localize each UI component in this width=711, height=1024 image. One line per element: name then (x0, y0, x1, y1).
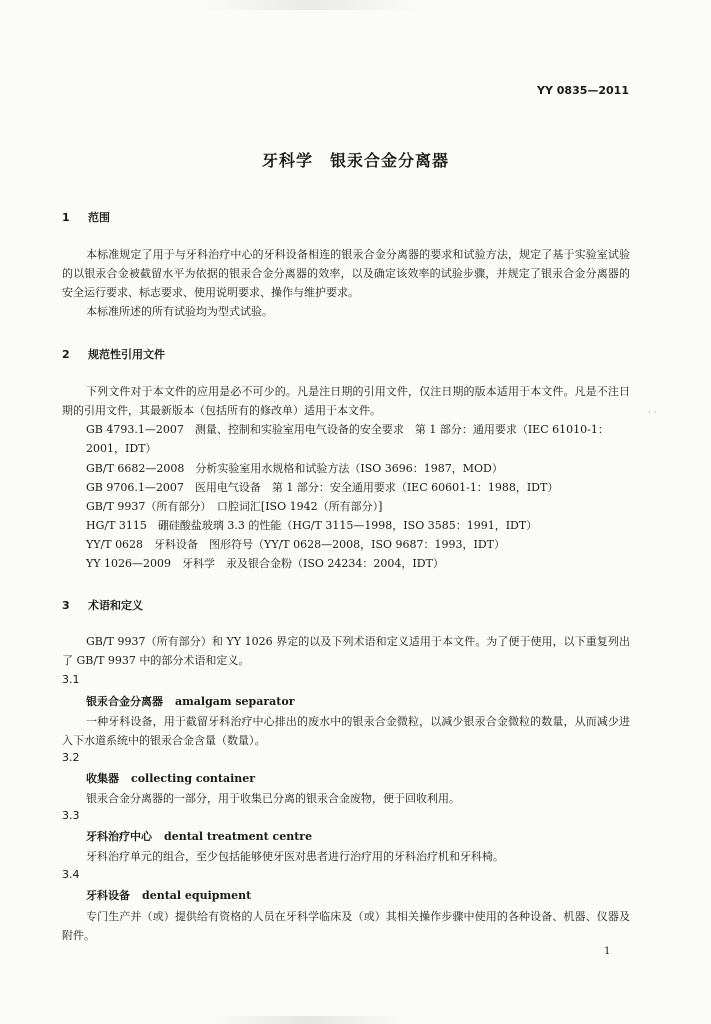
term-number: 3.3 (62, 809, 80, 822)
scope-paragraph: 本标准规定了用于与牙科治疗中心的牙科设备相连的银汞合金分离器的要求和试验方法，规定了基于实验室试验的以银汞合金被截留水平为依据的银汞合金分离器的效率，以及确定该效率的试验步骤，并规定了银汞合金分离器的安全运行要求、标志要求、使用说明要求、操作与维护要求。 (62, 248, 630, 299)
standard-code: YY 0835—2011 (537, 84, 629, 97)
term-zh: 收集器 (86, 772, 119, 785)
term-definition: 专门生产并（或）提供给有资格的人员在牙科学临床及（或）其相关操作步骤中使用的各种设备、机器、仪器及附件。 (62, 910, 630, 942)
page-number: 1 (604, 946, 611, 957)
term-heading (86, 887, 251, 903)
term-zh: 牙科治疗中心 (86, 830, 152, 843)
norm-refs-intro: 下列文件对于本文件的应用是必不可少的。凡是注日期的引用文件，仅注日期的版本适用于本文件。凡是不注日期的引用文件，其最新版本（包括所有的修改单）适用于本文件。 (62, 385, 630, 417)
term-zh: 银汞合金分离器 (86, 695, 163, 708)
section-heading-scope (62, 209, 110, 225)
term-number: 3.1 (62, 673, 80, 686)
term-en: dental treatment centre (164, 830, 313, 843)
section-number: 2 (62, 348, 70, 361)
section-heading-normative-references (62, 346, 165, 362)
section-title: 术语和定义 (88, 599, 143, 612)
reference-item: GB/T 9937（所有部分） 口腔词汇[ISO 1942（所有部分）] (86, 500, 383, 513)
reference-item: GB/T 6682—2008 分析实验室用水规格和试验方法（ISO 3696：1987，MOD） (86, 462, 503, 475)
section-heading-terms (62, 597, 143, 613)
term-zh: 牙科设备 (86, 889, 130, 902)
reference-item: GB 9706.1—2007 医用电气设备 第 1 部分：安全通用要求（IEC 60601-1：1988，IDT） (86, 481, 559, 494)
scan-artifact-bottom (210, 1016, 410, 1024)
section-number: 1 (62, 211, 70, 224)
reference-item: YY 1026—2009 牙科学 汞及银合金粉（ISO 24234：2004，IDT） (86, 557, 444, 570)
scan-artifact-top (200, 0, 420, 10)
term-heading (86, 770, 255, 786)
term-definition: 一种牙科设备，用于截留牙科治疗中心排出的废水中的银汞合金微粒，以减少银汞合金微粒的数量，从而减少进入下水道系统中的银汞合金含量（数量）。 (62, 715, 630, 747)
reference-item: GB 4793.1—2007 测量、控制和实验室用电气设备的安全要求 第 1 部分：通用要求（IEC 61010-1：2001，IDT） (86, 423, 609, 455)
term-en: collecting container (131, 772, 256, 785)
term-number: 3.2 (62, 751, 80, 764)
terms-intro: GB/T 9937（所有部分）和 YY 1026 界定的以及下列术语和定义适用于本文件。为了便于使用，以下重复列出了 GB/T 9937 中的部分术语和定义。 (62, 635, 630, 667)
term-en: amalgam separator (175, 695, 295, 708)
section-title: 规范性引用文件 (88, 348, 165, 361)
term-definition: 银汞合金分离器的一部分，用于收集已分离的银汞合金废物，便于回收利用。 (86, 792, 460, 805)
term-heading (86, 693, 295, 709)
reference-item: HG/T 3115 硼硅酸盐玻璃 3.3 的性能（HG/T 3115—1998，ISO 3585：1991，IDT） (86, 519, 538, 532)
term-number: 3.4 (62, 868, 80, 881)
term-heading (86, 828, 312, 844)
term-definition: 牙科治疗单元的组合，至少包括能够使牙医对患者进行治疗用的牙科治疗机和牙科椅。 (86, 850, 504, 863)
section-title: 范围 (88, 211, 110, 224)
reference-item: YY/T 0628 牙科设备 图形符号（YY/T 0628—2008，ISO 9687：1993，IDT） (86, 538, 505, 551)
term-en: dental equipment (142, 889, 252, 902)
scope-paragraph-tests: 本标准所述的所有试验均为型式试验。 (86, 305, 273, 318)
document-title: 牙科学 银汞合金分离器 (261, 151, 449, 170)
section-number: 3 (62, 599, 70, 612)
scan-speckle: · · (648, 408, 657, 418)
